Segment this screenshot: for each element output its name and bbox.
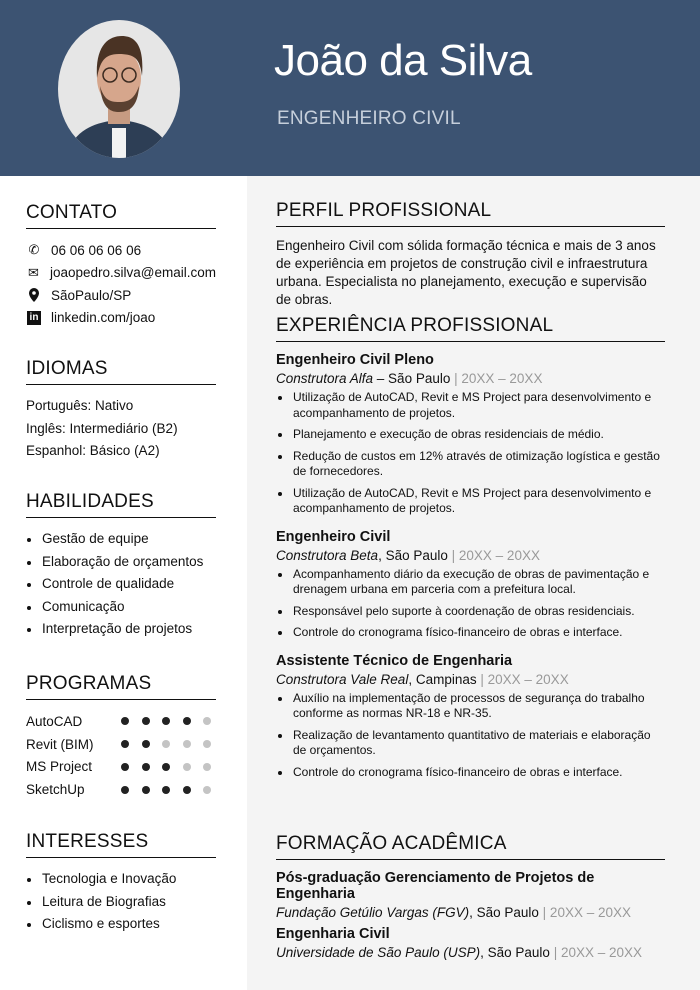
job-title: Assistente Técnico de Engenharia bbox=[276, 652, 513, 669]
profile-photo bbox=[58, 20, 180, 158]
contact-email[interactable] bbox=[26, 262, 216, 285]
skill-item: Interpretação de projetos bbox=[26, 618, 216, 641]
contact-phone bbox=[26, 239, 216, 262]
location-text: SãoPaulo/SP bbox=[51, 287, 132, 303]
filled-dot bbox=[162, 786, 170, 794]
language-item: Português: Nativo bbox=[26, 398, 134, 413]
contact-heading: CONTATO bbox=[26, 202, 216, 229]
school-location: , São Paulo bbox=[469, 905, 539, 920]
program-name: MS Project bbox=[26, 759, 93, 775]
job-bullet: Acompanhamento diário da execução de obras de pavimentação e drenagem urbana em parceria com a prefeitura local. bbox=[276, 567, 665, 598]
programs-section bbox=[26, 673, 216, 801]
job-subtitle bbox=[276, 548, 665, 563]
education-entry bbox=[276, 926, 665, 960]
job-period: | 20XX – 20XX bbox=[451, 547, 540, 563]
empty-dot bbox=[162, 740, 170, 748]
filled-dot bbox=[183, 786, 191, 794]
job-subtitle bbox=[276, 371, 665, 386]
filled-dot bbox=[142, 763, 150, 771]
job-bullet: Utilização de AutoCAD, Revit e MS Project para desenvolvimento e acompanhamento de projetos. bbox=[276, 390, 665, 421]
job-bullet: Utilização de AutoCAD, Revit e MS Project para desenvolvimento e acompanhamento de projetos. bbox=[276, 486, 665, 517]
experience-section bbox=[276, 315, 665, 792]
filled-dot bbox=[183, 717, 191, 725]
interests-heading: INTERESSES bbox=[26, 831, 216, 858]
education-subtitle bbox=[276, 945, 665, 960]
envelope-icon: ✉ bbox=[28, 264, 39, 280]
company-name: Construtora Alfa bbox=[276, 371, 374, 386]
interest-item: Leitura de Biografias bbox=[26, 891, 216, 914]
phone-text: 06 06 06 06 06 bbox=[51, 242, 142, 258]
job-bullet: Auxílio na implementação de processos de segurança do trabalho conforme as normas NR-18 e NR-35. bbox=[276, 691, 665, 722]
school-location: , São Paulo bbox=[480, 945, 550, 960]
skill-item: Comunicação bbox=[26, 596, 216, 619]
job-subtitle bbox=[276, 672, 665, 687]
language-item: Inglês: Intermediário (B2) bbox=[26, 420, 178, 436]
program-name: SketchUp bbox=[26, 782, 85, 798]
skill-level-dots bbox=[121, 763, 211, 771]
contact-linkedin[interactable] bbox=[26, 307, 216, 330]
candidate-name: João da Silva bbox=[274, 36, 532, 85]
company-name: Construtora Vale Real bbox=[276, 671, 409, 687]
skills-heading: HABILIDADES bbox=[26, 491, 216, 518]
contact-section bbox=[26, 202, 216, 329]
program-name: Revit (BIM) bbox=[26, 736, 94, 752]
degree-title: Pós-graduação Gerenciamento de Projetos de Engenharia bbox=[276, 870, 595, 902]
empty-dot bbox=[203, 740, 211, 748]
contact-location bbox=[26, 284, 216, 307]
filled-dot bbox=[142, 786, 150, 794]
job-title: ENGENHEIRO CIVIL bbox=[277, 108, 461, 129]
programs-heading: PROGRAMAS bbox=[26, 673, 216, 700]
school-name: Fundação Getúlio Vargas (FGV) bbox=[276, 905, 470, 920]
empty-dot bbox=[203, 717, 211, 725]
job-title: Engenheiro Civil bbox=[276, 528, 391, 545]
profile-section bbox=[276, 200, 665, 309]
empty-dot bbox=[203, 763, 211, 771]
filled-dot bbox=[162, 717, 170, 725]
language-item: Espanhol: Básico (A2) bbox=[26, 443, 160, 458]
skills-section bbox=[26, 491, 216, 641]
languages-heading: IDIOMAS bbox=[26, 358, 216, 385]
job-bullet: Controle do cronograma físico-financeiro de obras e interface. bbox=[276, 625, 665, 641]
linkedin-text[interactable]: linkedin.com/joao bbox=[51, 310, 156, 326]
job-location: , São Paulo bbox=[378, 547, 448, 563]
empty-dot bbox=[203, 786, 211, 794]
filled-dot bbox=[121, 786, 129, 794]
skill-level-dots bbox=[121, 786, 211, 794]
program-row bbox=[26, 756, 216, 779]
job-bullet: Redução de custos em 12% através de otimização logística e gestão de fornecedores. bbox=[276, 449, 665, 480]
job-bullets bbox=[276, 691, 665, 781]
job-location: – São Paulo bbox=[373, 371, 451, 386]
program-row bbox=[26, 733, 216, 756]
education-entry bbox=[276, 870, 665, 920]
job-entry bbox=[276, 529, 665, 641]
program-row bbox=[26, 778, 216, 801]
phone-icon: ✆ bbox=[28, 242, 40, 258]
job-bullet: Realização de levantamento quantitativo de materiais e elaboração de orçamentos. bbox=[276, 728, 665, 759]
skill-item: Elaboração de orçamentos bbox=[26, 551, 216, 574]
company-name: Construtora Beta bbox=[276, 547, 379, 563]
program-name: AutoCAD bbox=[26, 713, 83, 729]
skill-level-dots bbox=[121, 740, 211, 748]
education-period: | 20XX – 20XX bbox=[553, 945, 643, 960]
header bbox=[0, 0, 700, 176]
skill-item: Gestão de equipe bbox=[26, 528, 216, 551]
interest-item: Ciclismo e esportes bbox=[26, 913, 216, 936]
empty-dot bbox=[183, 763, 191, 771]
interest-item: Tecnologia e Inovação bbox=[26, 868, 216, 891]
skill-level-dots bbox=[121, 717, 211, 725]
job-period: | 20XX – 20XX bbox=[480, 671, 569, 687]
email-text[interactable]: joaopedro.silva@email.com bbox=[49, 265, 216, 281]
linkedin-icon: in bbox=[26, 311, 42, 325]
job-title: Engenheiro Civil Pleno bbox=[276, 352, 434, 368]
education-period: | 20XX – 20XX bbox=[542, 905, 631, 920]
job-entry bbox=[276, 653, 665, 781]
job-bullet: Planejamento e execução de obras residenciais de médio. bbox=[276, 427, 665, 443]
experience-heading: EXPERIÊNCIA PROFISSIONAL bbox=[276, 315, 665, 342]
filled-dot bbox=[121, 717, 129, 725]
skill-item: Controle de qualidade bbox=[26, 573, 216, 596]
location-pin-icon bbox=[26, 288, 42, 302]
job-location: , Campinas bbox=[408, 671, 477, 687]
job-bullets bbox=[276, 567, 665, 641]
job-bullets bbox=[276, 390, 665, 517]
filled-dot bbox=[142, 717, 150, 725]
program-row bbox=[26, 710, 216, 733]
education-heading: FORMAÇÃO ACADÊMICA bbox=[276, 833, 665, 860]
job-bullet: Responsável pelo suporte à coordenação de obras residenciais. bbox=[276, 604, 665, 620]
job-entry bbox=[276, 352, 665, 517]
interests-section bbox=[26, 831, 216, 936]
filled-dot bbox=[162, 763, 170, 771]
profile-text: Engenheiro Civil com sólida formação técnica e mais de 3 anos de experiência em projetos de construção civil e infraestrutura urbana. Especialista no planejamento, execução e supervisão de obras. bbox=[276, 238, 656, 307]
job-bullet: Controle do cronograma físico-financeiro de obras e interface. bbox=[276, 765, 665, 781]
languages-section bbox=[26, 358, 216, 463]
profile-heading: PERFIL PROFISSIONAL bbox=[276, 200, 665, 227]
filled-dot bbox=[121, 740, 129, 748]
filled-dot bbox=[121, 763, 129, 771]
school-name: Universidade de São Paulo (USP) bbox=[276, 945, 481, 960]
education-subtitle bbox=[276, 905, 665, 920]
empty-dot bbox=[183, 740, 191, 748]
filled-dot bbox=[142, 740, 150, 748]
job-period: | 20XX – 20XX bbox=[454, 371, 543, 386]
education-section bbox=[276, 833, 665, 966]
degree-title: Engenharia Civil bbox=[276, 926, 390, 942]
